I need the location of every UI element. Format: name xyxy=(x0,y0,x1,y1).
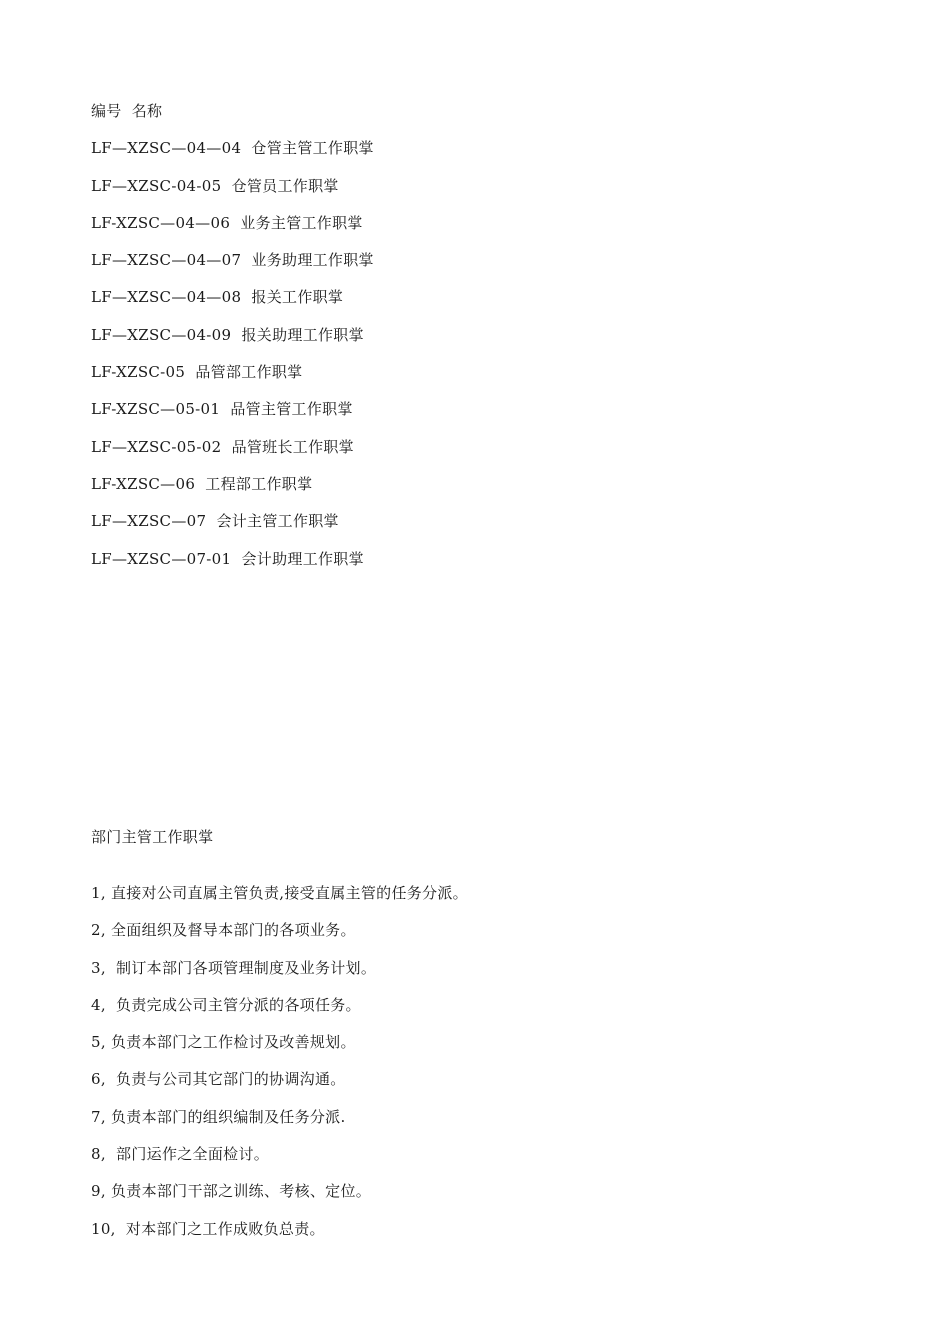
duties-section xyxy=(91,824,851,1253)
duty-item: 5, 负责本部门之工作检讨及改善规划。 xyxy=(91,1033,356,1052)
index-row: LF—XZSC—07-01 会计助理工作职掌 xyxy=(91,549,364,568)
index-row: LF—XZSC—04—07 业务助理工作职掌 xyxy=(91,251,374,270)
duty-item: 2, 全面组织及督导本部门的各项业务。 xyxy=(91,921,356,940)
duty-item: 4, 负责完成公司主管分派的各项任务。 xyxy=(91,995,361,1014)
duty-item: 3, 制订本部门各项管理制度及业务计划。 xyxy=(91,958,377,977)
duty-item: 7, 负责本部门的组织编制及任务分派. xyxy=(91,1107,346,1126)
index-row: LF—XZSC—04—08 报关工作职掌 xyxy=(91,288,344,307)
index-row: LF-XZSC—04—06 业务主管工作职掌 xyxy=(91,213,363,232)
index-row: LF—XZSC—04-09 报关助理工作职掌 xyxy=(91,325,364,344)
index-row: LF—XZSC—04—04 仓管主管工作职掌 xyxy=(91,139,374,158)
duty-item: 6, 负责与公司其它部门的协调沟通。 xyxy=(91,1070,346,1089)
index-row: LF-XZSC—05-01 品管主管工作职掌 xyxy=(91,400,353,419)
duty-item: 10, 对本部门之工作成败负总责。 xyxy=(91,1219,325,1238)
document-index xyxy=(91,98,851,583)
section-title: 部门主管工作职掌 xyxy=(91,828,214,846)
index-row: LF—XZSC-04-05 仓管员工作职掌 xyxy=(91,176,339,195)
index-row: LF—XZSC—07 会计主管工作职掌 xyxy=(91,512,339,531)
index-header: 编号 名称 xyxy=(91,102,163,120)
duty-item: 8, 部门运作之全面检讨。 xyxy=(91,1145,270,1164)
duty-item: 1, 直接对公司直属主管负责,接受直属主管的任务分派。 xyxy=(91,884,468,902)
index-row: LF-XZSC-05 品管部工作职掌 xyxy=(91,363,303,382)
index-row: LF-XZSC—06 工程部工作职掌 xyxy=(91,474,313,493)
index-row: LF—XZSC-05-02 品管班长工作职掌 xyxy=(91,437,354,456)
duty-item: 9, 负责本部门干部之训练、考核、定位。 xyxy=(91,1182,372,1201)
